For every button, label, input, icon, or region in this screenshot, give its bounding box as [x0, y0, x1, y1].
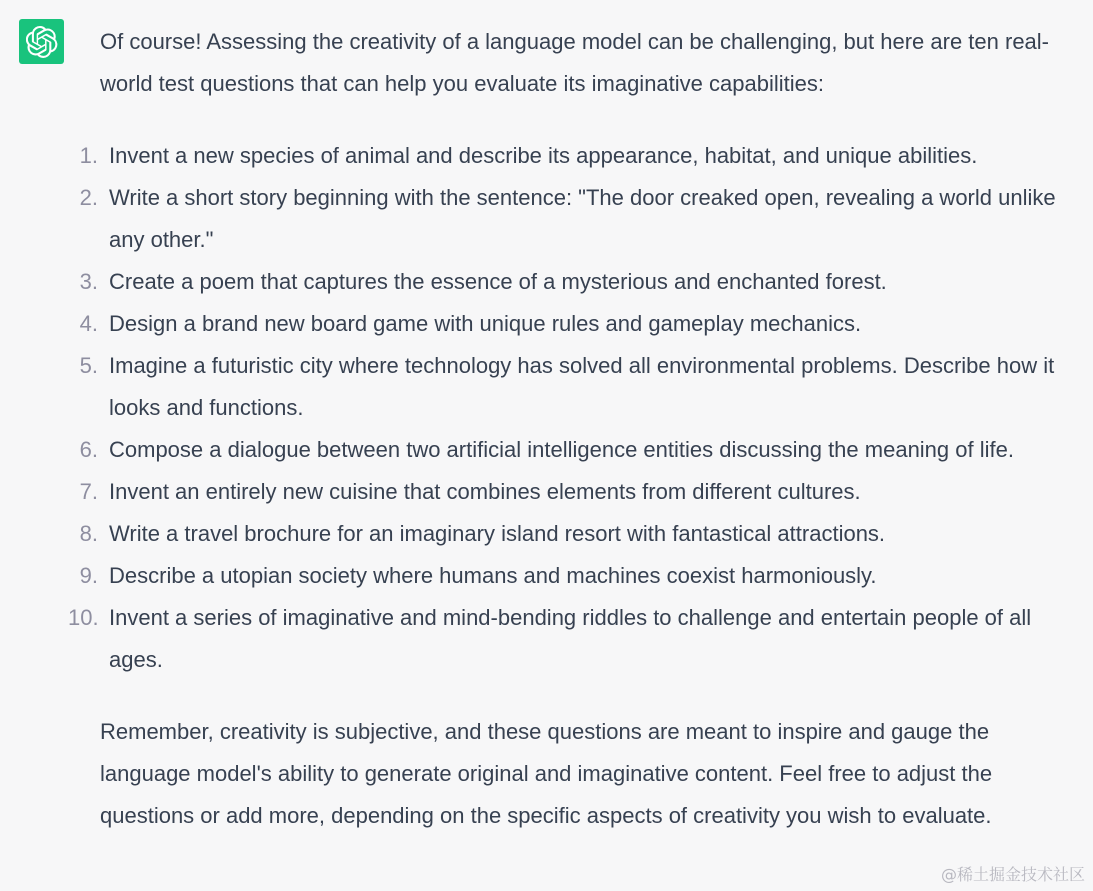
list-item-text: Invent an entirely new cuisine that combines elements from different cultures. [109, 479, 861, 504]
list-number: 3. [79, 269, 98, 294]
list-item-text: Invent a series of imaginative and mind-bending riddles to challenge and entertain people of all ages. [109, 605, 1032, 672]
list-item [79, 555, 1080, 597]
list-number: 8. [79, 521, 98, 546]
list-item [79, 345, 1080, 429]
list-number: 4. [79, 311, 98, 336]
openai-logo-icon [26, 26, 58, 58]
list-number: 1. [79, 143, 98, 168]
list-number: 10. [68, 605, 99, 630]
watermark: @稀土掘金技术社区 [940, 865, 1085, 884]
message-outro: Remember, creativity is subjective, and these questions are meant to inspire and gauge the language model's ability to generate original and imaginative content. Feel free to adjust the questions or add more, depending on the specific aspects of creativity you wish to evaluate. [100, 719, 993, 828]
list-number: 5. [79, 353, 98, 378]
assistant-avatar [19, 19, 64, 64]
list-number: 7. [79, 479, 98, 504]
message-intro: Of course! Assessing the creativity of a language model can be challenging, but here are ten real-world test questions that can help you evaluate its imaginative capabilities: [100, 29, 1050, 96]
list-item [79, 513, 1080, 555]
list-number: 2. [79, 185, 98, 210]
list-item [79, 471, 1080, 513]
list-item-text: Design a brand new board game with unique rules and gameplay mechanics. [109, 311, 862, 336]
list-item [79, 429, 1080, 471]
list-item-text: Write a short story beginning with the sentence: "The door creaked open, revealing a world unlike any other." [109, 185, 1056, 252]
list-item [68, 597, 1080, 681]
list-item-text: Compose a dialogue between two artificial intelligence entities discussing the meaning of life. [109, 437, 1014, 462]
list-item [79, 177, 1080, 261]
list-item-text: Describe a utopian society where humans and machines coexist harmoniously. [109, 563, 877, 588]
list-item-text: Create a poem that captures the essence of a mysterious and enchanted forest. [109, 269, 887, 294]
list-item-text: Imagine a futuristic city where technology has solved all environmental problems. Describe how it looks and functions. [109, 353, 1055, 420]
list-number: 9. [79, 563, 98, 588]
list-item [79, 303, 1080, 345]
test-questions-list [68, 135, 1080, 681]
list-number: 6. [79, 437, 98, 462]
list-item-text: Write a travel brochure for an imaginary island resort with fantastical attractions. [109, 521, 886, 546]
assistant-message [68, 21, 1080, 837]
list-item [79, 261, 1080, 303]
list-item-text: Invent a new species of animal and describe its appearance, habitat, and unique abilities. [109, 143, 978, 168]
list-item [79, 135, 1080, 177]
